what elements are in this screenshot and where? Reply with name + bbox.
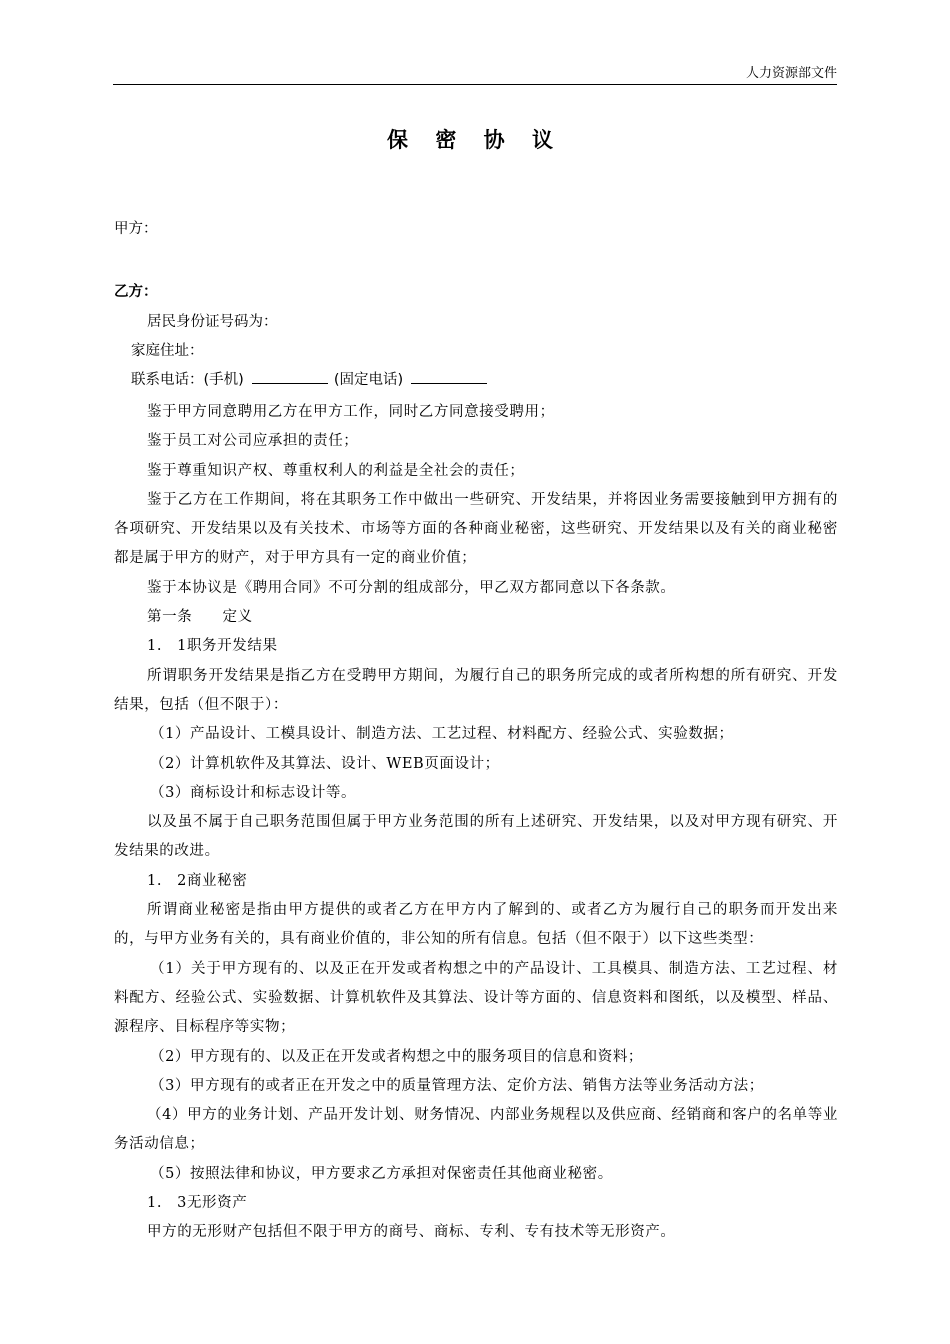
- id-number-label: 居民身份证号码为：: [147, 314, 278, 330]
- paragraph: 鉴于本协议是《聘用合同》不可分割的组成部分，甲乙双方都同意以下各条款。: [147, 579, 676, 596]
- landline-label: (固定电话): [333, 372, 404, 388]
- paragraph: 所谓商业秘密是指由甲方提供的或者乙方在甲方内了解到的、或者乙方为履行自己的职务而开发出来的，与甲方业务有关的，具有商业价值的，非公知的所有信息。包括（但不限于）以下这些类型：: [114, 902, 838, 948]
- list-item: （1）产品设计、工模具设计、制造方法、工艺过程、材料配方、经验公式、实验数据；: [150, 726, 734, 743]
- paragraph: 鉴于员工对公司应承担的责任；: [147, 433, 359, 450]
- paragraph: 鉴于尊重知识产权、尊重权利人的利益是全社会的责任；: [147, 462, 525, 479]
- phone-label: 联系电话：: [131, 372, 204, 388]
- party-b-label: 乙方：: [114, 284, 158, 300]
- paragraph: 鉴于甲方同意聘用乙方在甲方工作，同时乙方同意接受聘用；: [147, 404, 555, 420]
- agreement-body: [114, 398, 838, 1248]
- section-heading: 1. 1职务开发结果: [147, 638, 278, 655]
- list-item: （3）商标设计和标志设计等。: [150, 784, 357, 801]
- list-item: （1）关于甲方现有的、以及正在开发或者构想之中的产品设计、工具模具、制造方法、工艺过程、材料配方、经验公式、实验数据、计算机软件及其算法、设计等方面的、信息资料和图纸，以及模型、样品、源程序、目标程序等实物；: [114, 960, 838, 1036]
- landline-blank: [411, 371, 487, 384]
- section-heading: 1. 2商业秘密: [147, 872, 248, 889]
- home-address-label: 家庭住址：: [131, 343, 204, 359]
- paragraph: 鉴于乙方在工作期间，将在其职务工作中做出一些研究、开发结果，并将因业务需要接触到甲方拥有的各项研究、开发结果以及有关技术、市场等方面的各种商业秘密，这些研究、开发结果以及有关的商业秘密都是属于甲方的财产，对于甲方具有一定的商业价值；: [114, 491, 838, 567]
- list-item: （5）按照法律和协议，甲方要求乙方承担对保密责任其他商业秘密。: [150, 1165, 613, 1182]
- list-item: （2）计算机软件及其算法、设计、WEB页面设计；: [150, 755, 500, 772]
- paragraph: 所谓职务开发结果是指乙方在受聘甲方期间，为履行自己的职务所完成的或者所构想的所有研究、开发结果，包括（但不限于）：: [114, 667, 838, 713]
- list-item: （2）甲方现有的、以及正在开发或者构想之中的服务项目的信息和资料；: [150, 1048, 644, 1065]
- mobile-blank: [252, 371, 328, 384]
- list-item: （4）甲方的业务计划、产品开发计划、财务情况、内部业务规程以及供应商、经销商和客户的名单等业务活动信息；: [114, 1107, 838, 1153]
- document-title: 保 密 协 议: [387, 128, 563, 152]
- paragraph: 以及虽不属于自己职务范围但属于甲方业务范围的所有上述研究、开发结果，以及对甲方现有研究、开发结果的改进。: [114, 814, 838, 860]
- header-divider: [113, 84, 837, 85]
- article-heading: 第一条 定义: [147, 609, 253, 626]
- list-item: （3）甲方现有的或者正在开发之中的质量管理方法、定价方法、销售方法等业务活动方法；: [150, 1077, 764, 1094]
- section-heading: 1. 3无形资产: [147, 1195, 248, 1212]
- phone-line: [131, 368, 493, 389]
- department-header: 人力资源部文件: [745, 66, 837, 81]
- mobile-label: (手机): [203, 372, 244, 388]
- paragraph: 甲方的无形财产包括但不限于甲方的商号、商标、专利、专有技术等无形资产。: [147, 1224, 676, 1241]
- party-a-label: 甲方：: [114, 221, 158, 237]
